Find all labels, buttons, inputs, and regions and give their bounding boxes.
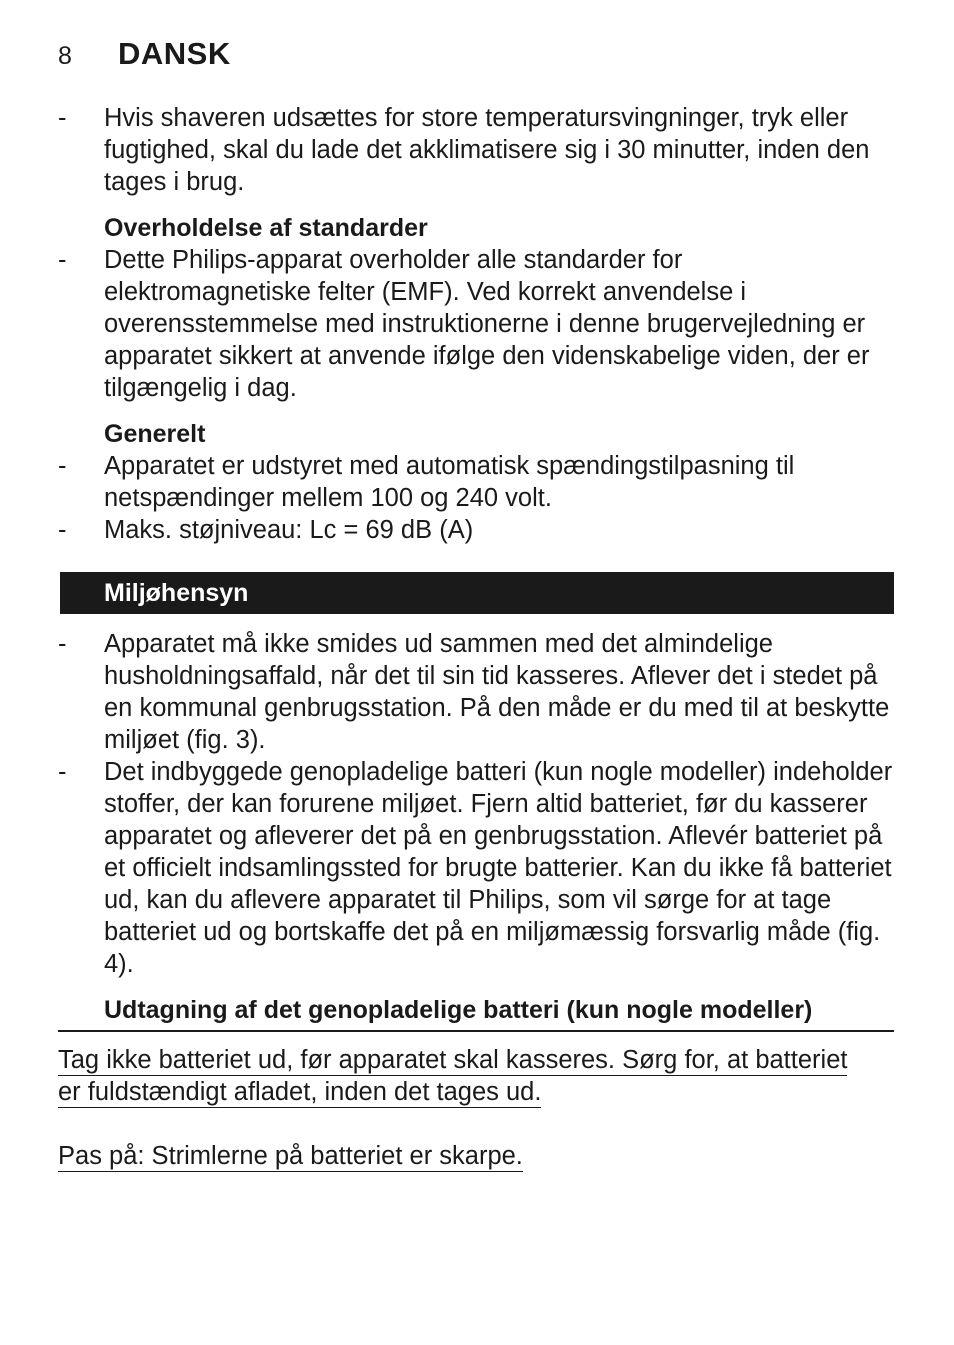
list-marker: - (58, 516, 67, 544)
page-content (58, 102, 894, 1172)
list-item (58, 450, 894, 514)
section-heading-battery-removal: Udtagning af det genopladelige batteri (kun nogle modeller) (58, 994, 894, 1032)
list-marker: - (58, 104, 67, 132)
battery-note (58, 1044, 894, 1172)
list-item-text: Apparatet er udstyret med automatisk spændingstilpasning til netspændinger mellem 100 og 240 volt. (104, 452, 795, 512)
list-item-text: Maks. støjniveau: Lc = 69 dB (A) (104, 516, 474, 544)
list-item-text: Dette Philips-apparat overholder alle standarder for elektromagnetiske felter (EMF). Ved korrekt anvendelse i overensstemmelse med instruktionerne i denne brugervejledning er apparatet sikkert at anvende ifølge den videnskabelige viden, der er tilgængelig i dag. (104, 246, 870, 402)
caution-line: Pas på: Strimlerne på batteriet er skarpe. (58, 1142, 523, 1170)
list-item (58, 756, 894, 980)
list-item (58, 244, 894, 404)
list-item (58, 514, 894, 546)
list-item (58, 628, 894, 756)
language-title: DANSK (118, 36, 231, 71)
page-header (58, 36, 231, 76)
list-item-text: Apparatet må ikke smides ud sammen med det almindelige husholdningsaffald, når det til sin tid kasseres. Aflever det i stedet på en kommunal genbrugsstation. På den måde er du med til at beskytte miljøet (fig. 3). (104, 630, 890, 754)
list-item-text: Hvis shaveren udsættes for store temperatursvingninger, tryk eller fugtighed, skal du lade det akklimatisere sig i 30 minutter, inden den tages i brug. (104, 104, 870, 196)
list-marker: - (58, 630, 67, 658)
section-heading-standards: Overholdelse af standarder (104, 214, 428, 242)
section-title-bar: Miljøhensyn (60, 572, 894, 614)
list-item (58, 102, 894, 198)
note-line: Tag ikke batteriet ud, før apparatet skal kasseres. Sørg for, at batteriet (58, 1046, 848, 1074)
list-marker: - (58, 758, 67, 786)
list-marker: - (58, 452, 67, 480)
list-marker: - (58, 246, 67, 274)
page-number: 8 (58, 42, 72, 70)
section-heading-general: Generelt (104, 420, 206, 448)
note-line: er fuldstændigt afladet, inden det tages ud. (58, 1078, 542, 1106)
list-item-text: Det indbyggede genopladelige batteri (kun nogle modeller) indeholder stoffer, der kan forurene miljøet. Fjern altid batteriet, før du kasserer apparatet og afleverer det på en genbrugsstation. Aflevér batteriet på et officielt indsamlingssted for brugte batterier. Kan du ikke få batteriet ud, kan du aflevere apparatet til Philips, som vil sørge for at tage batteriet ud og bortskaffe det på en miljømæssig forsvarlig måde (fig. 4). (104, 758, 893, 978)
